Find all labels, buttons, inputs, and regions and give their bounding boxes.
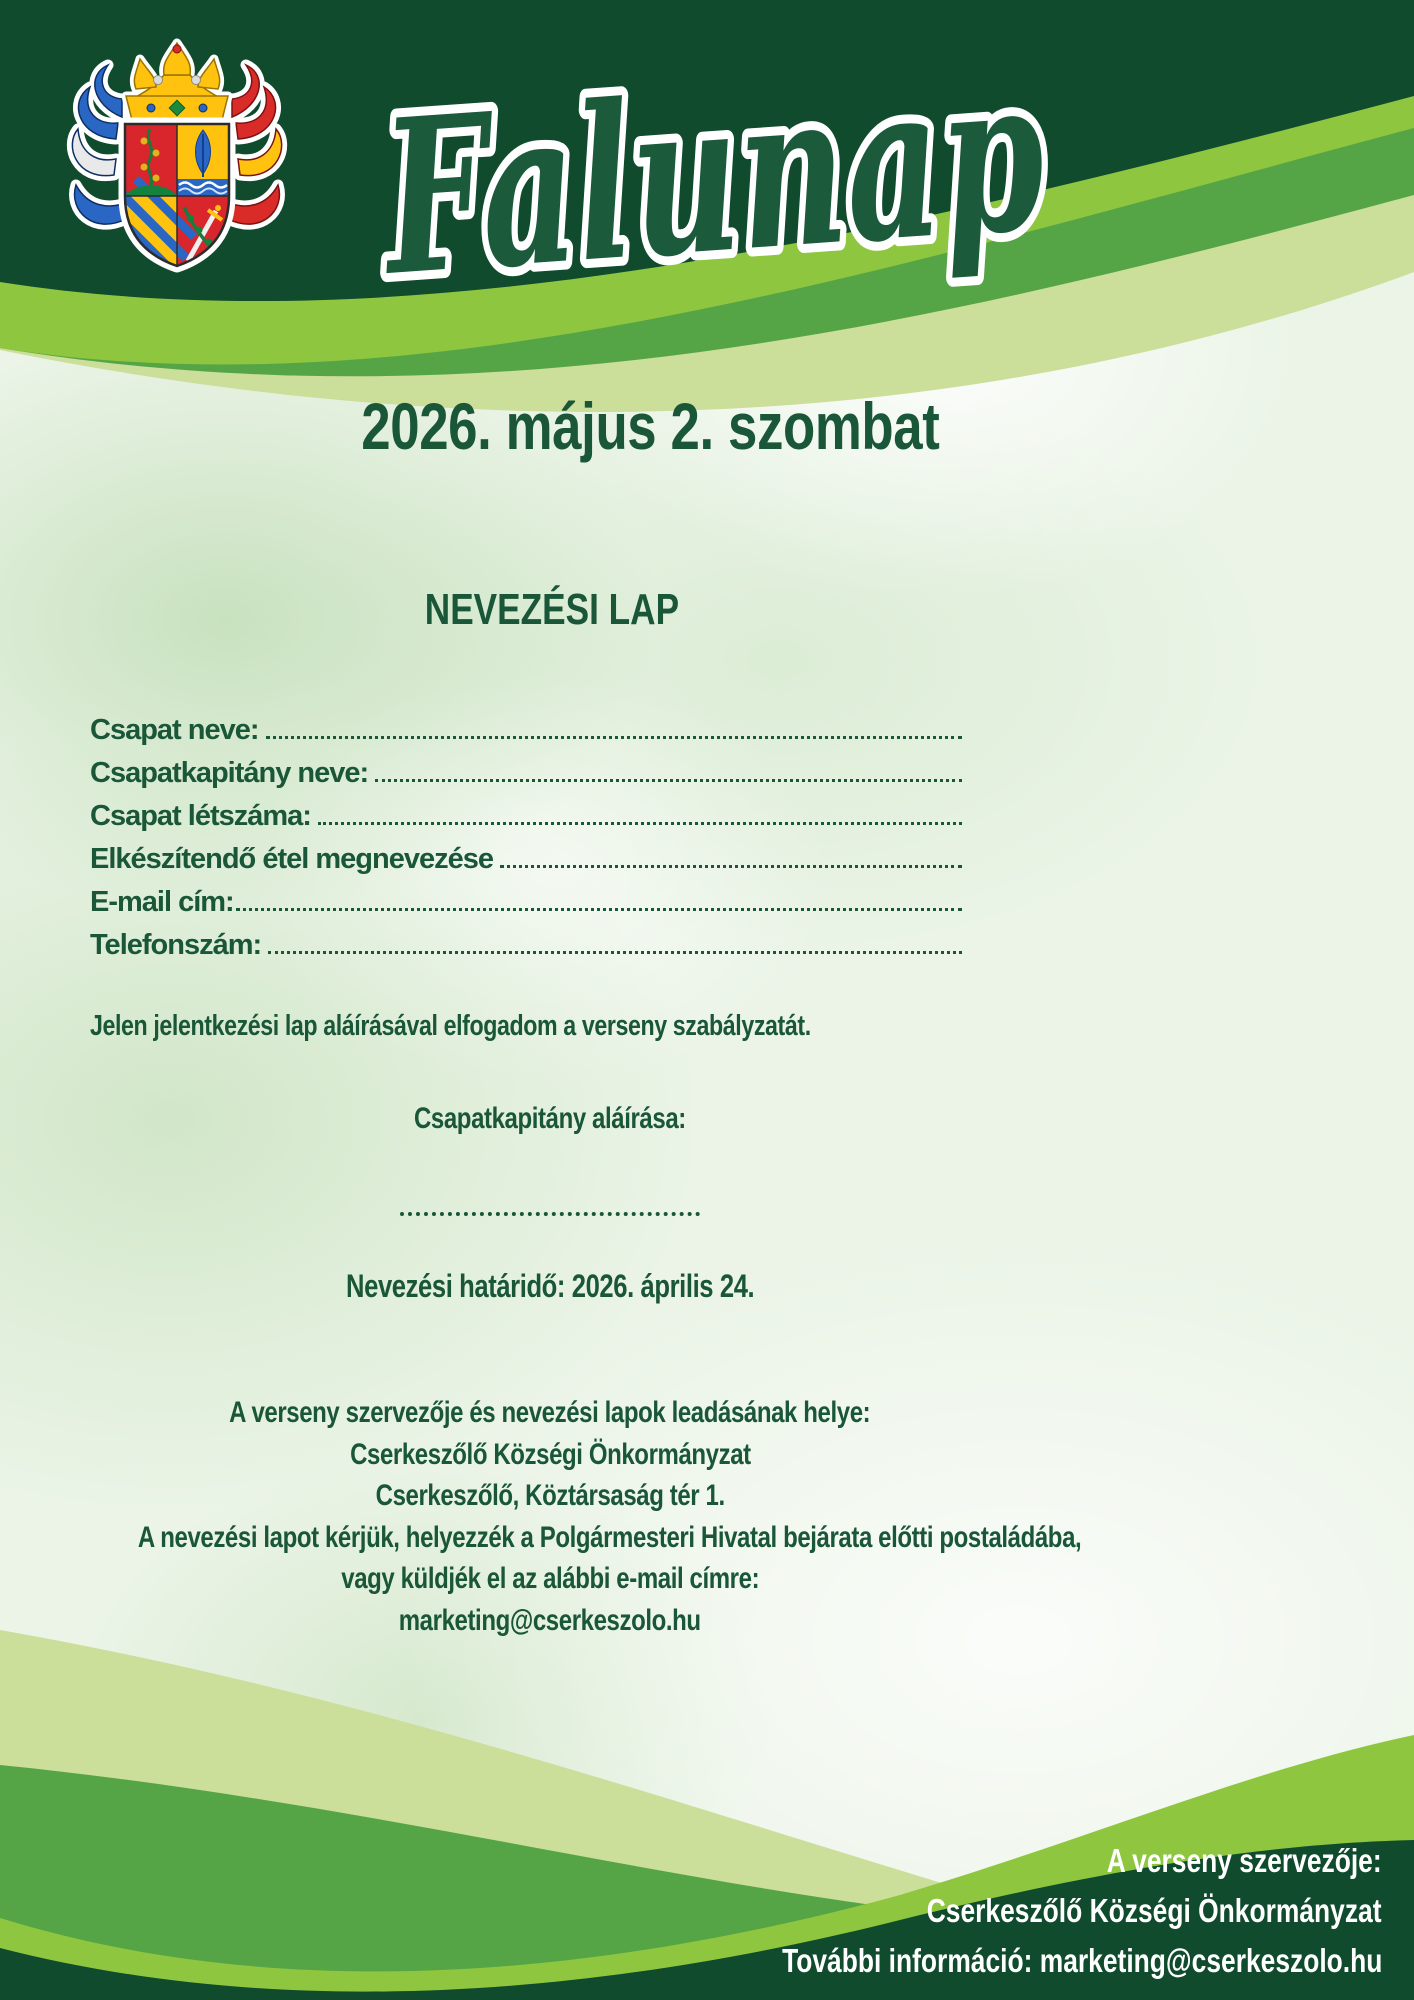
footer-heading: A verseny szervezője: [1107,1842,1382,1879]
dotted-fill-line [500,865,962,868]
deadline-text: Nevezési határidő: 2026. április 24. [345,1268,755,1304]
deadline-line [20,1268,1080,1305]
form-row [90,919,962,962]
info-line [20,1434,1080,1476]
footer-block [632,1836,1382,1986]
footer-contact: További információ: marketing@cserkeszolo.hu [781,1942,1382,1979]
footer-organizer: Cserkeszőlő Községi Önkormányzat [927,1892,1382,1929]
footer-line [632,1886,1382,1936]
form-row [90,833,962,876]
info-line [20,1517,1080,1559]
registration-form [90,704,962,962]
event-title: Falunap [375,8,1342,323]
dotted-fill-line [318,822,962,825]
agreement-line [90,1010,991,1043]
signature-label-line [20,1102,1080,1136]
footer-line [632,1836,1382,1886]
agreement-text: Jelen jelentkezési lap aláírásával elfogadom a verseny szabályzatát. [90,1010,811,1042]
coat-of-arms-icon [52,26,302,298]
info-text: Cserkeszőlő Községi Önkormányzat [349,1437,751,1471]
field-label: E-mail cím: [90,886,234,918]
info-text: A verseny szervezője és nevezési lapok leadásának helye: [229,1396,871,1429]
form-row [90,704,962,747]
event-date: 2026. május 2. szombat [360,389,940,463]
field-label: Telefonszám: [90,929,262,961]
dotted-fill-line [375,779,962,782]
dotted-fill-line [266,736,962,739]
dotted-fill-line [268,951,962,954]
signature-dotted-line [400,1196,700,1216]
event-title-art [335,8,1342,342]
info-email: marketing@cserkeszolo.hu [399,1603,701,1637]
field-label: Elkészítendő étel megnevezése [90,843,493,875]
form-row [90,790,962,833]
form-row [90,747,962,790]
event-date-line [0,388,1300,464]
info-line [20,1475,1080,1517]
shield-icon [110,124,229,277]
signature-label: Csapatkapitány aláírása: [414,1102,686,1135]
info-text: vagy küldjék el az alábbi e-mail címre: [341,1562,759,1595]
info-text: Cserkeszőlő, Köztársaság tér 1. [375,1479,725,1512]
field-label: Csapatkapitány neve: [90,757,369,789]
field-label: Csapat létszáma: [90,800,311,832]
info-text: A nevezési lapot kérjük, helyezzék a Polgármesteri Hivatal bejárata előtti postaládába, [137,1520,1082,1554]
form-heading-line [90,585,1014,635]
dotted-fill-line [236,908,962,911]
form-heading: NEVEZÉSI LAP [424,585,680,634]
field-label: Csapat neve: [90,714,259,746]
info-line [20,1392,1080,1434]
form-row [90,876,962,919]
footer-line [632,1936,1382,1986]
